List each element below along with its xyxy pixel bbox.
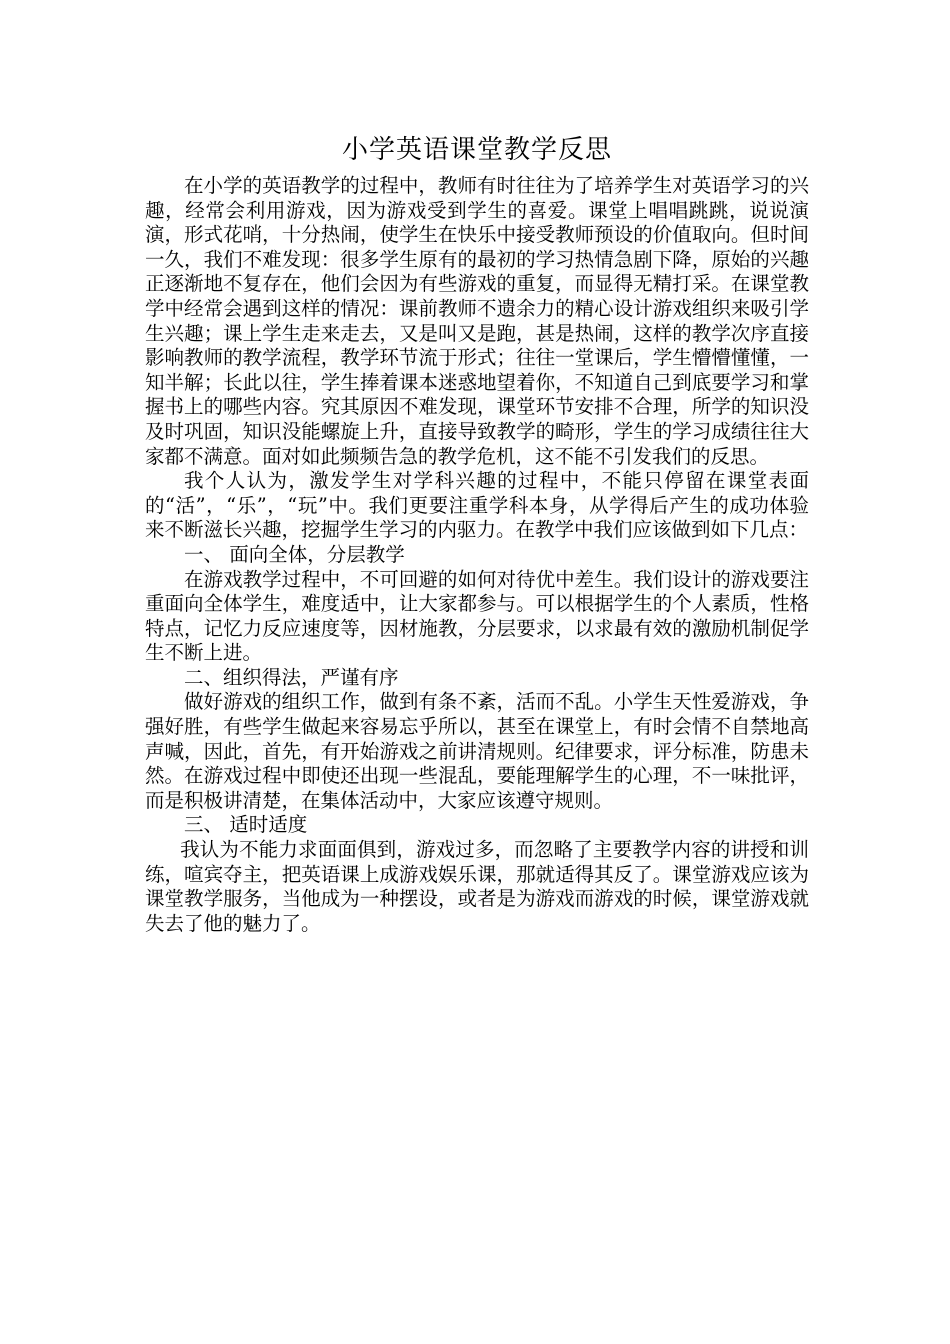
paragraph-opinion: 我个人认为，激发学生对学科兴趣的过程中，不能只停留在课堂表面的“活”，“乐”，“玩”中。我们更要注重学科本身，从学得后产生的成功体验来不断滋长兴趣，挖掘学生学习的内驱力。在教学中我们应该做到如下几点： xyxy=(145,469,809,542)
paragraph-section-1: 在游戏教学过程中，不可回避的如何对待优中差生。我们设计的游戏要注重面向全体学生，难度适中，让大家都参与。可以根据学生的个人素质，性格特点，记忆力反应速度等，因材施教，分层要求，以求最有效的激励机制促学生不断上进。 xyxy=(145,567,809,665)
document-title: 小学英语课堂教学反思 xyxy=(341,135,612,165)
section-heading-2: 二、组织得法，严谨有序 xyxy=(184,665,399,689)
paragraph-intro: 在小学的英语教学的过程中，教师有时往往为了培养学生对英语学习的兴趣，经常会利用游戏，因为游戏受到学生的喜爱。课堂上唱唱跳跳，说说演演，形式花哨，十分热闹，使学生在快乐中接受教师预设的价值取向。但时间一久，我们不难发现：很多学生原有的最初的学习热情急剧下降，原始的兴趣正逐渐地不复存在，他们会因为有些游戏的重复，而显得无精打采。在课堂教学中经常会遇到这样的情况：课前教师不遗余力的精心设计游戏组织来吸引学生兴趣；课上学生走来走去，又是叫又是跑，甚是热闹，这样的教学次序直接影响教师的教学流程，教学环节流于形式；往往一堂课后，学生懵懵懂懂，一知半解；长此以往，学生捧着课本迷惑地望着你，不知道自己到底要学习和掌握书上的哪些内容。究其原因不难发现，课堂环节安排不合理，所学的知识没及时巩固，知识没能螺旋上升，直接导致教学的畸形，学生的学习成绩往往大家都不满意。面对如此频频告急的教学危机，这不能不引发我们的反思。 xyxy=(145,174,809,468)
document-page xyxy=(145,132,809,936)
section-heading-1: 一、 面向全体，分层教学 xyxy=(184,542,405,566)
paragraph-section-3: 我认为不能力求面面俱到，游戏过多，而忽略了主要教学内容的讲授和训练，喧宾夺主，把英语课上成游戏娱乐课，那就适得其反了。课堂游戏应该为课堂教学服务，当他成为一种摆设，或者是为游戏而游戏的时候，课堂游戏就失去了他的魅力了。 xyxy=(145,838,809,935)
paragraph-section-2: 做好游戏的组织工作，做到有条不紊，活而不乱。小学生天性爱游戏，争强好胜，有些学生做起来容易忘乎所以，甚至在课堂上，有时会情不自禁地高声喊，因此，首先，有开始游戏之前讲清规则。纪律要求，评分标准，防患未然。在游戏过程中即使还出现一些混乱，要能理解学生的心理，不一味批评，而是积极讲清楚，在集体活动中，大家应该遵守规则。 xyxy=(145,690,809,812)
section-heading-3: 三、 适时适度 xyxy=(184,813,308,837)
